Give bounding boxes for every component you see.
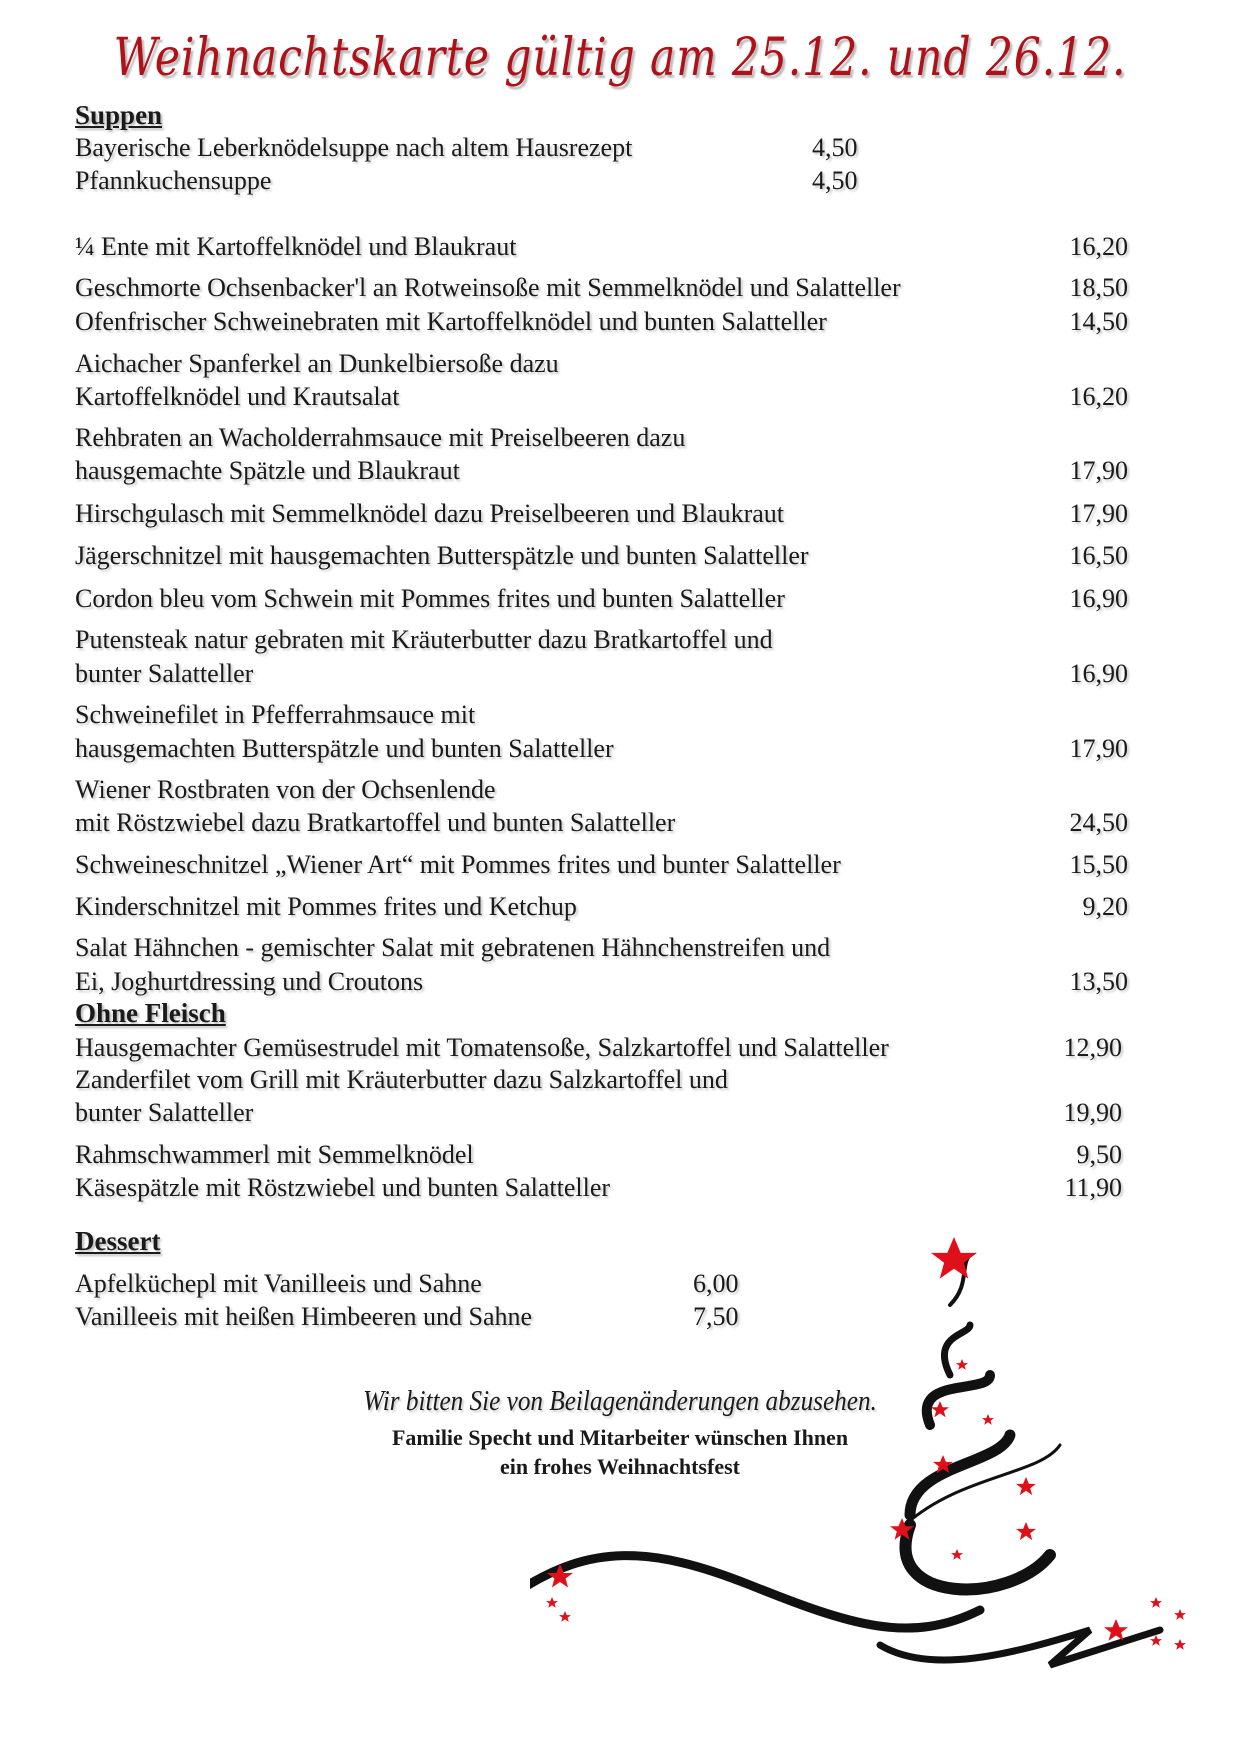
page-title: Weihnachtskarte gültig am 25.12. und 26.12. <box>113 28 1127 88</box>
star-icon <box>559 1611 571 1622</box>
menu-item-name: Vanilleeis mit heißen Himbeeren und Sahne <box>75 1302 533 1331</box>
menu-item-name-line2: Kartoffelknödel und Krautsalat <box>75 382 400 411</box>
menu-item-price: 16,90 <box>1069 584 1128 613</box>
menu-item-name: Wiener Rostbraten von der Ochsenlende <box>75 775 496 804</box>
menu-item-name: Käsespätzle mit Röstzwiebel und bunten Salatteller <box>75 1173 611 1202</box>
star-icon <box>1174 1609 1186 1620</box>
menu-item-name: Putensteak natur gebraten mit Kräuterbutter dazu Bratkartoffel und <box>75 625 773 654</box>
section-heading-suppen: Suppen <box>75 100 163 130</box>
menu-item-name: Rehbraten an Wacholderrahmsauce mit Preiselbeeren dazu <box>75 423 686 452</box>
menu-item-name: Pfannkuchensuppe <box>75 166 272 195</box>
menu-item-price: 16,20 <box>1069 232 1128 261</box>
greeting-line-2: ein frohes Weihnachtsfest <box>500 1454 740 1479</box>
menu-item-name: Jägerschnitzel mit hausgemachten Butterspätzle und bunten Salatteller <box>75 541 809 570</box>
menu-item-name: Schweinefilet in Pfefferrahmsauce mit <box>75 700 476 729</box>
menu-item-name-line2: bunter Salatteller <box>75 1098 254 1127</box>
menu-item-name: Aichacher Spanferkel an Dunkelbiersoße dazu <box>75 349 559 378</box>
menu-item-price: 17,90 <box>1069 734 1128 763</box>
menu-item-name: Schweineschnitzel „Wiener Art“ mit Pommes frites und bunter Salatteller <box>75 850 841 879</box>
menu-item-price: 15,50 <box>1069 850 1128 879</box>
star-icon <box>982 1414 994 1425</box>
christmas-tree-illustration <box>530 1225 1210 1675</box>
menu-item-name: Zanderfilet vom Grill mit Kräuterbutter dazu Salzkartoffel und <box>75 1065 728 1094</box>
menu-item-price: 17,90 <box>1069 499 1128 528</box>
menu-item-price: 9,20 <box>1082 892 1128 921</box>
menu-item-price: 11,90 <box>1064 1173 1122 1202</box>
menu-item-price: 17,90 <box>1069 456 1128 485</box>
star-icon <box>1016 1477 1036 1495</box>
menu-item-name: Cordon bleu vom Schwein mit Pommes frites und bunten Salatteller <box>75 584 785 613</box>
menu-item-price: 4,50 <box>812 133 858 162</box>
menu-item-name: Bayerische Leberknödelsuppe nach altem Hausrezept <box>75 133 633 162</box>
menu-item-name: Salat Hähnchen - gemischter Salat mit gebratenen Hähnchenstreifen und <box>75 933 831 962</box>
menu-item-price: 24,50 <box>1069 808 1128 837</box>
menu-item-name-line2: hausgemachte Spätzle und Blaukraut <box>75 456 460 485</box>
menu-item-price: 4,50 <box>812 166 858 195</box>
menu-item-price: 14,50 <box>1069 307 1128 336</box>
menu-item-name: Apfelküchерl mit Vanilleeis und Sahne <box>75 1269 482 1298</box>
menu-item-name-line2: hausgemachten Butterspätzle und bunten Salatteller <box>75 734 614 763</box>
star-icon <box>1174 1639 1186 1650</box>
menu-item-price: 6,00 <box>693 1269 739 1298</box>
menu-item-price: 13,50 <box>1069 967 1128 996</box>
section-heading-ohne-fleisch: Ohne Fleisch <box>75 998 226 1028</box>
menu-item-price: 16,20 <box>1069 382 1128 411</box>
star-icon <box>956 1359 968 1370</box>
menu-item-name: Hirschgulasch mit Semmelknödel dazu Preiselbeeren und Blaukraut <box>75 499 785 528</box>
star-icon <box>1016 1522 1036 1540</box>
star-icon <box>931 1237 977 1279</box>
star-icon <box>1150 1635 1162 1646</box>
side-dish-note: Wir bitten Sie von Beilagenänderungen abzusehen. <box>363 1386 877 1417</box>
menu-item-name: Kinderschnitzel mit Pommes frites und Ketchup <box>75 892 577 921</box>
star-icon <box>951 1549 963 1560</box>
menu-item-name: Geschmorte Ochsenbacker'l an Rotweinsoße mit Semmelknödel und Salatteller <box>75 273 901 302</box>
menu-item-name-line2: Ei, Joghurtdressing und Croutons <box>75 967 424 996</box>
menu-item-name: Ofenfrischer Schweinebraten mit Kartoffelknödel und bunten Salatteller <box>75 307 827 336</box>
menu-item-name: Rahmschwammerl mit Semmelknödel <box>75 1140 474 1169</box>
menu-item-price: 7,50 <box>693 1302 739 1331</box>
menu-item-name: ¼ Ente mit Kartoffelknödel und Blaukraut <box>75 232 517 261</box>
menu-item-price: 16,90 <box>1069 659 1128 688</box>
menu-item-name: Hausgemachter Gemüsestrudel mit Tomatensoße, Salzkartoffel und Salatteller <box>75 1033 889 1062</box>
menu-item-price: 9,50 <box>1076 1140 1122 1169</box>
menu-item-name-line2: mit Röstzwiebel dazu Bratkartoffel und bunten Salatteller <box>75 808 676 837</box>
star-icon <box>546 1597 558 1608</box>
star-icons <box>546 1237 1186 1650</box>
menu-item-price: 12,90 <box>1063 1033 1122 1062</box>
menu-item-price: 18,50 <box>1069 273 1128 302</box>
star-icon <box>1104 1619 1128 1641</box>
menu-item-price: 19,90 <box>1063 1098 1122 1127</box>
star-icon <box>1150 1597 1162 1608</box>
greeting-line-1: Familie Specht und Mitarbeiter wünschen Ihnen <box>391 1425 849 1450</box>
menu-item-name-line2: bunter Salatteller <box>75 659 254 688</box>
menu-item-price: 16,50 <box>1069 541 1128 570</box>
section-heading-dessert: Dessert <box>75 1226 161 1256</box>
